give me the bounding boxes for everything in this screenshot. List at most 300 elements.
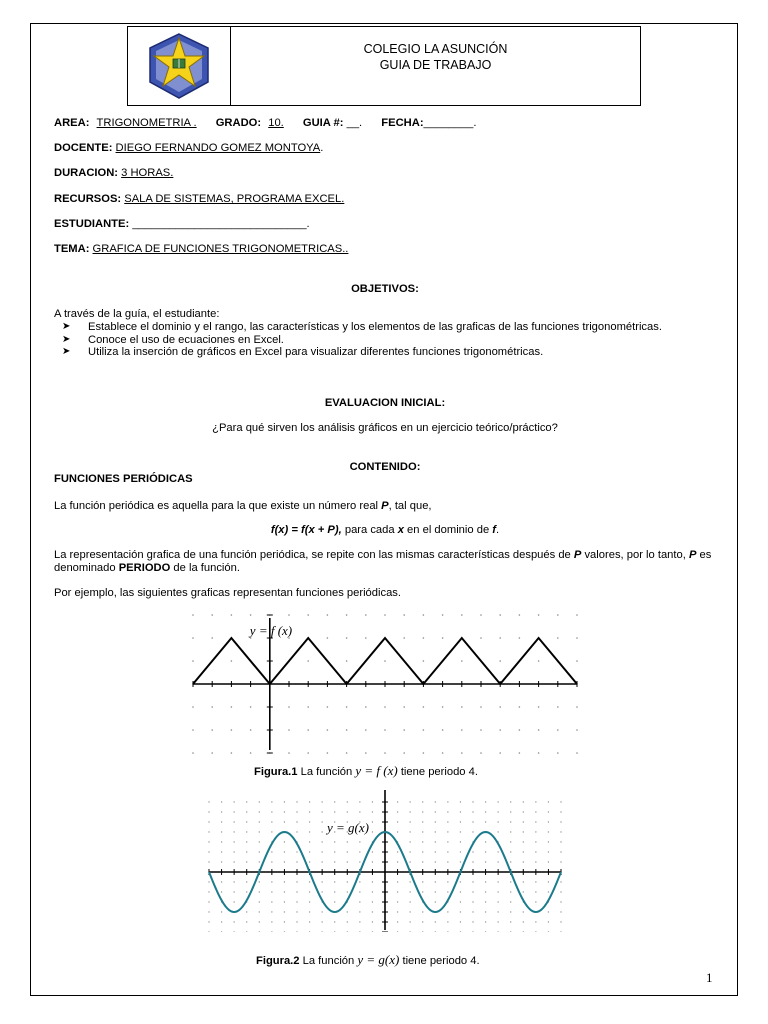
- grid-dot: [221, 841, 222, 842]
- grid-dot: [472, 821, 473, 822]
- grid-dot: [460, 911, 461, 912]
- grid-dot: [296, 921, 297, 922]
- grid-dot: [334, 891, 335, 892]
- grid-dot: [221, 861, 222, 862]
- grid-dot: [307, 729, 309, 731]
- grid-dot: [284, 931, 285, 932]
- area-label: AREA:: [54, 117, 90, 129]
- grid-dot: [548, 851, 549, 852]
- grid-dot: [535, 861, 536, 862]
- grid-dot: [460, 831, 461, 832]
- grid-dot: [372, 821, 373, 822]
- grid-dot: [523, 911, 524, 912]
- grid-dot: [447, 921, 448, 922]
- grid-dot: [250, 614, 252, 616]
- grid-dot: [372, 881, 373, 882]
- grid-dot: [397, 831, 398, 832]
- grid-dot: [472, 891, 473, 892]
- grid-dot: [485, 801, 486, 802]
- grid-dot: [309, 841, 310, 842]
- grid-dot: [472, 861, 473, 862]
- grado-value: 10.: [268, 117, 284, 129]
- grid-dot: [288, 614, 290, 616]
- grid-dot: [296, 831, 297, 832]
- grid-dot: [211, 729, 213, 731]
- info-line-tema: [54, 243, 348, 256]
- grid-dot: [497, 831, 498, 832]
- grid-dot: [246, 801, 247, 802]
- grid-dot: [535, 811, 536, 812]
- grid-dot: [309, 881, 310, 882]
- grid-dot: [423, 637, 425, 639]
- grid-dot: [461, 706, 463, 708]
- grid-dot: [447, 891, 448, 892]
- grid-dot: [485, 931, 486, 932]
- grid-dot: [447, 811, 448, 812]
- grid-dot: [296, 801, 297, 802]
- grid-dot: [560, 891, 561, 892]
- info-line-docente: DOCENTE: DIEGO FERNANDO GOMEZ MONTOYA.: [54, 142, 324, 154]
- grid-dot: [485, 891, 486, 892]
- grid-dot: [435, 851, 436, 852]
- grid-dot: [510, 931, 511, 932]
- grid-dot: [372, 911, 373, 912]
- grid-dot: [233, 861, 234, 862]
- grid-dot: [233, 821, 234, 822]
- grid-dot: [499, 614, 501, 616]
- grid-dot: [271, 811, 272, 812]
- page-number: 1: [706, 970, 713, 985]
- grid-dot: [422, 931, 423, 932]
- grid-dot: [497, 891, 498, 892]
- grid-dot: [309, 851, 310, 852]
- grid-dot: [485, 901, 486, 902]
- grid-dot: [346, 706, 348, 708]
- grid-dot: [472, 831, 473, 832]
- grid-dot: [271, 861, 272, 862]
- definition-text: La función periódica es aquella para la que existe un número real P, tal que,: [54, 500, 432, 512]
- info-line-duracion: [54, 167, 173, 180]
- objetivos-list: [54, 321, 716, 359]
- grid-dot: [397, 881, 398, 882]
- grid-dot: [523, 811, 524, 812]
- grid-dot: [334, 811, 335, 812]
- grid-dot: [221, 921, 222, 922]
- objetivos-heading: OBJETIVOS:: [351, 283, 419, 295]
- grid-dot: [359, 911, 360, 912]
- grid-dot: [307, 752, 309, 754]
- grid-dot: [447, 931, 448, 932]
- grid-dot: [447, 831, 448, 832]
- grid-dot: [259, 931, 260, 932]
- grid-dot: [347, 911, 348, 912]
- grid-dot: [208, 811, 209, 812]
- grid-dot: [442, 637, 444, 639]
- area-value: TRIGONOMETRIA .: [96, 117, 197, 129]
- grid-dot: [510, 891, 511, 892]
- grid-dot: [519, 752, 521, 754]
- grid-dot: [365, 752, 367, 754]
- grid-dot: [365, 706, 367, 708]
- grid-dot: [271, 911, 272, 912]
- grid-dot: [560, 801, 561, 802]
- curve-label-f: y = f (x): [249, 623, 293, 638]
- grid-dot: [499, 660, 501, 662]
- arrow-bullet-icon: ➤: [62, 333, 71, 345]
- grid-dot: [576, 752, 578, 754]
- grid-dot: [548, 831, 549, 832]
- grid-dot: [246, 891, 247, 892]
- grid-dot: [480, 752, 482, 754]
- grid-dot: [535, 921, 536, 922]
- grid-dot: [485, 821, 486, 822]
- figure-1-chart: [185, 612, 585, 754]
- grid-dot: [271, 881, 272, 882]
- grid-dot: [384, 660, 386, 662]
- grid-dot: [321, 881, 322, 882]
- grid-dot: [576, 706, 578, 708]
- list-item: ➤ Establece el dominio y el rango, las características y los elementos de las graficas de las funciones trigonométricas.: [62, 321, 662, 333]
- grid-dot: [309, 931, 310, 932]
- grid-dot: [296, 881, 297, 882]
- grid-dot: [347, 921, 348, 922]
- grid-dot: [359, 931, 360, 932]
- grid-dot: [538, 752, 540, 754]
- grid-dot: [372, 891, 373, 892]
- grid-dot: [560, 811, 561, 812]
- grid-dot: [372, 861, 373, 862]
- grid-dot: [334, 901, 335, 902]
- grid-dot: [347, 861, 348, 862]
- grid-dot: [321, 861, 322, 862]
- grid-dot: [422, 911, 423, 912]
- grid-dot: [435, 821, 436, 822]
- grid-dot: [576, 614, 578, 616]
- grid-dot: [510, 811, 511, 812]
- grid-dot: [497, 821, 498, 822]
- info-line-recursos: [54, 193, 344, 206]
- grid-dot: [271, 831, 272, 832]
- grid-dot: [271, 821, 272, 822]
- grid-dot: [288, 752, 290, 754]
- grid-dot: [480, 637, 482, 639]
- grid-dot: [208, 891, 209, 892]
- figure-2-caption: Figura.2 La función y = g(x) tiene periodo 4.: [256, 952, 480, 967]
- grid-dot: [560, 901, 561, 902]
- grid-dot: [460, 921, 461, 922]
- grid-dot: [384, 752, 386, 754]
- grid-dot: [560, 851, 561, 852]
- grid-dot: [309, 831, 310, 832]
- grid-dot: [497, 861, 498, 862]
- grid-dot: [397, 911, 398, 912]
- grid-dot: [347, 811, 348, 812]
- figure-2-chart: [205, 788, 565, 932]
- grid-dot: [548, 821, 549, 822]
- grid-dot: [523, 921, 524, 922]
- grid-dot: [359, 841, 360, 842]
- grid-dot: [231, 729, 233, 731]
- grid-dot: [397, 891, 398, 892]
- grid-dot: [397, 801, 398, 802]
- grid-dot: [327, 614, 329, 616]
- grid-dot: [442, 614, 444, 616]
- grid-dot: [422, 861, 423, 862]
- grid-dot: [372, 901, 373, 902]
- grid-dot: [409, 921, 410, 922]
- grid-dot: [461, 660, 463, 662]
- grid-dot: [397, 821, 398, 822]
- grid-dot: [284, 881, 285, 882]
- grid-dot: [284, 851, 285, 852]
- representation-paragraph: La representación grafica de una función periódica, se repite con las mismas características después de P valores, por lo tanto, P es denominado PERIODO de la función.: [54, 549, 712, 574]
- grid-dot: [523, 891, 524, 892]
- grid-dot: [309, 861, 310, 862]
- grid-dot: [372, 811, 373, 812]
- grid-dot: [259, 881, 260, 882]
- grid-dot: [422, 881, 423, 882]
- grid-dot: [535, 831, 536, 832]
- grid-dot: [334, 921, 335, 922]
- grid-dot: [538, 706, 540, 708]
- grid-dot: [485, 911, 486, 912]
- grid-dot: [409, 811, 410, 812]
- grid-dot: [499, 706, 501, 708]
- grid-dot: [548, 921, 549, 922]
- grid-dot: [557, 614, 559, 616]
- grid-dot: [321, 931, 322, 932]
- grid-dot: [485, 851, 486, 852]
- grid-dot: [510, 921, 511, 922]
- grid-dot: [435, 811, 436, 812]
- grid-dot: [259, 861, 260, 862]
- grid-dot: [447, 851, 448, 852]
- grid-dot: [499, 729, 501, 731]
- grid-dot: [472, 851, 473, 852]
- grid-dot: [321, 891, 322, 892]
- recursos-value: SALA DE SISTEMAS, PROGRAMA EXCEL.: [124, 193, 345, 205]
- grid-dot: [472, 801, 473, 802]
- grid-dot: [346, 660, 348, 662]
- grid-dot: [497, 811, 498, 812]
- grid-dot: [233, 901, 234, 902]
- grid-dot: [560, 861, 561, 862]
- fecha-value: ________.: [423, 117, 477, 129]
- grid-dot: [327, 752, 329, 754]
- estudiante-label: ESTUDIANTE:: [54, 218, 130, 230]
- grid-dot: [560, 881, 561, 882]
- grid-dot: [296, 851, 297, 852]
- grid-dot: [560, 921, 561, 922]
- info-line-area: [54, 117, 476, 130]
- grid-dot: [192, 706, 194, 708]
- grid-dot: [221, 911, 222, 912]
- grid-dot: [442, 706, 444, 708]
- arrow-bullet-icon: ➤: [62, 346, 71, 357]
- grid-dot: [347, 801, 348, 802]
- grid-dot: [460, 801, 461, 802]
- grid-dot: [359, 851, 360, 852]
- grid-dot: [548, 811, 549, 812]
- grid-dot: [271, 891, 272, 892]
- grid-dot: [321, 851, 322, 852]
- grid-dot: [523, 931, 524, 932]
- grid-dot: [284, 861, 285, 862]
- grid-dot: [346, 729, 348, 731]
- grid-dot: [480, 729, 482, 731]
- grid-dot: [346, 614, 348, 616]
- grid-dot: [557, 706, 559, 708]
- grid-dot: [422, 841, 423, 842]
- grid-dot: [259, 891, 260, 892]
- grid-dot: [442, 729, 444, 731]
- grid-dot: [372, 931, 373, 932]
- grid-dot: [347, 881, 348, 882]
- grid-dot: [192, 752, 194, 754]
- grid-dot: [309, 821, 310, 822]
- grid-dot: [296, 901, 297, 902]
- docente-label: DOCENTE:: [54, 142, 113, 154]
- grid-dot: [271, 851, 272, 852]
- grid-dot: [208, 921, 209, 922]
- grid-dot: [334, 931, 335, 932]
- grid-dot: [321, 841, 322, 842]
- grid-dot: [372, 851, 373, 852]
- grid-dot: [447, 841, 448, 842]
- grid-dot: [221, 881, 222, 882]
- grid-dot: [246, 851, 247, 852]
- grid-dot: [409, 801, 410, 802]
- grid-dot: [384, 706, 386, 708]
- grid-dot: [460, 931, 461, 932]
- grid-dot: [259, 801, 260, 802]
- grid-dot: [259, 901, 260, 902]
- grid-dot: [192, 660, 194, 662]
- grid-dot: [246, 811, 247, 812]
- grid-dot: [347, 841, 348, 842]
- grid-dot: [497, 881, 498, 882]
- school-name: COLEGIO LA ASUNCIÓN: [363, 42, 508, 56]
- grid-dot: [548, 861, 549, 862]
- grid-dot: [372, 801, 373, 802]
- grid-dot: [233, 921, 234, 922]
- grid-dot: [321, 911, 322, 912]
- grid-dot: [435, 801, 436, 802]
- grid-dot: [423, 614, 425, 616]
- grid-dot: [221, 821, 222, 822]
- grid-dot: [192, 729, 194, 731]
- grid-dot: [271, 921, 272, 922]
- grid-dot: [334, 841, 335, 842]
- grid-dot: [246, 831, 247, 832]
- fecha-label: FECHA:: [381, 117, 424, 129]
- grid-dot: [397, 861, 398, 862]
- docente-value: DIEGO FERNANDO GOMEZ MONTOYA: [115, 142, 321, 154]
- grid-dot: [221, 831, 222, 832]
- grid-dot: [423, 660, 425, 662]
- grid-dot: [442, 752, 444, 754]
- grid-dot: [535, 801, 536, 802]
- grid-dot: [346, 637, 348, 639]
- grid-dot: [397, 851, 398, 852]
- list-item: ➤ Utiliza la inserción de gráficos en Excel para visualizar diferentes funciones trigonométricas.: [62, 346, 544, 358]
- grid-dot: [548, 891, 549, 892]
- grid-dot: [321, 801, 322, 802]
- grid-dot: [221, 811, 222, 812]
- grid-dot: [461, 614, 463, 616]
- grid-dot: [288, 729, 290, 731]
- info-line-estudiante: [54, 218, 310, 231]
- grid-dot: [497, 921, 498, 922]
- grid-dot: [422, 811, 423, 812]
- grid-dot: [460, 891, 461, 892]
- funciones-periodicas-heading: FUNCIONES PERIÓDICAS: [54, 473, 193, 485]
- grid-dot: [510, 911, 511, 912]
- grid-dot: [472, 911, 473, 912]
- grid-dot: [557, 637, 559, 639]
- grid-dot: [307, 614, 309, 616]
- grid-dot: [472, 901, 473, 902]
- grid-dot: [359, 801, 360, 802]
- grid-dot: [435, 861, 436, 862]
- grid-dot: [447, 861, 448, 862]
- grid-dot: [409, 861, 410, 862]
- grid-dot: [221, 891, 222, 892]
- grid-dot: [208, 911, 209, 912]
- grid-dot: [510, 901, 511, 902]
- grid-dot: [422, 801, 423, 802]
- grid-dot: [347, 851, 348, 852]
- grid-dot: [510, 881, 511, 882]
- grid-dot: [231, 614, 233, 616]
- grid-dot: [499, 752, 501, 754]
- grid-dot: [576, 729, 578, 731]
- grid-dot: [409, 901, 410, 902]
- grid-dot: [422, 891, 423, 892]
- grid-dot: [233, 811, 234, 812]
- grid-dot: [397, 931, 398, 932]
- grid-dot: [309, 911, 310, 912]
- grid-dot: [246, 841, 247, 842]
- grid-dot: [296, 911, 297, 912]
- grid-dot: [519, 706, 521, 708]
- contenido-heading: CONTENIDO:: [349, 461, 421, 473]
- grid-dot: [296, 891, 297, 892]
- formula-line: f(x) = f(x + P), para cada x en el dominio de f.: [270, 524, 500, 536]
- grid-dot: [321, 921, 322, 922]
- grid-dot: [485, 881, 486, 882]
- duracion-label: DURACION:: [54, 167, 119, 179]
- grid-dot: [435, 891, 436, 892]
- grid-dot: [447, 801, 448, 802]
- school-crest-icon: [144, 32, 214, 100]
- grid-dot: [347, 931, 348, 932]
- grid-dot: [497, 801, 498, 802]
- grid-dot: [560, 911, 561, 912]
- grid-dot: [397, 901, 398, 902]
- tema-value: GRAFICA DE FUNCIONES TRIGONOMETRICAS..: [92, 243, 349, 255]
- grid-dot: [523, 831, 524, 832]
- grid-dot: [510, 861, 511, 862]
- grid-dot: [409, 821, 410, 822]
- grid-dot: [231, 660, 233, 662]
- grid-dot: [384, 614, 386, 616]
- grid-dot: [284, 911, 285, 912]
- grid-dot: [403, 614, 405, 616]
- grid-dot: [403, 729, 405, 731]
- grid-dot: [309, 891, 310, 892]
- grid-dot: [327, 729, 329, 731]
